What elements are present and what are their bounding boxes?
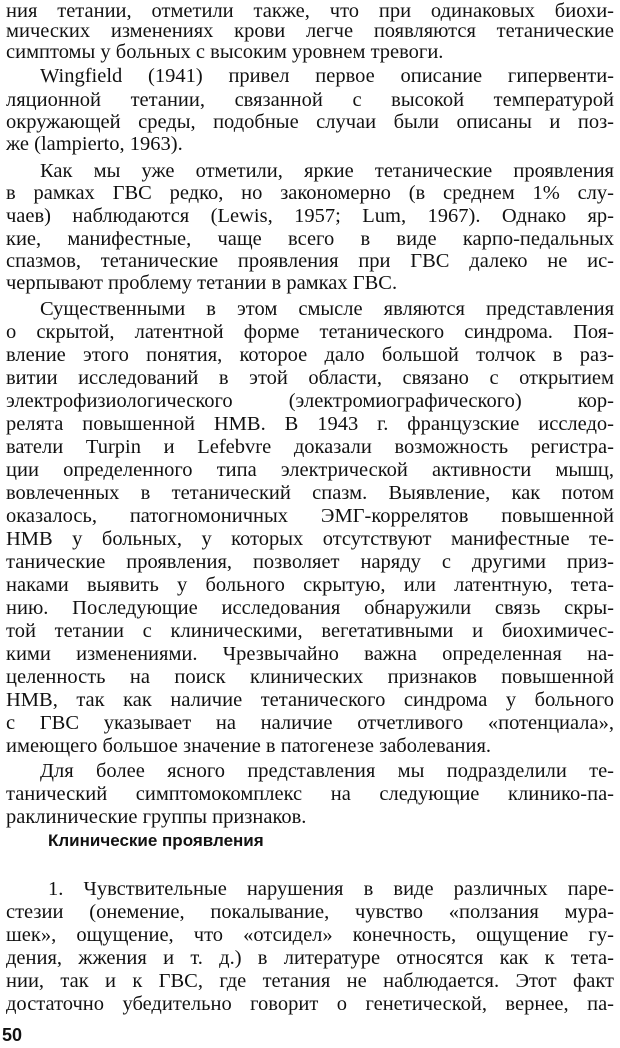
- text-line: той тетании с клиническими, вегетативными и биохимичес-: [6, 620, 614, 642]
- text-line: шек», ощущение, что «отсидел» конечность, ощущение гу-: [6, 924, 614, 946]
- text-line: в рамках ГВС редко, но закономерно (в среднем 1% слу-: [6, 182, 614, 204]
- text-line: НМВ у больных, у которых отсутствуют манифестные те-: [6, 528, 614, 550]
- text-line: электрофизиологического (электромиографического) кор-: [6, 390, 614, 412]
- text-line: дения, жжения и т. д.) в литературе относятся как к тета-: [6, 947, 614, 969]
- text-line: 1. Чувствительные нарушения в виде различных паре-: [48, 878, 614, 900]
- text-line: с ГВС указывает на наличие отчетливого «потенциала»,: [6, 712, 614, 734]
- text-line: мических изменениях крови легче появляются тетанические: [6, 20, 614, 42]
- text-line: нии, так и к ГВС, где тетания не наблюдается. Этот факт: [6, 970, 614, 992]
- text-line: спазмов, тетанические проявления при ГВС далеко не ис-: [6, 250, 614, 272]
- text-line: оказалось, патогномоничных ЭМГ-коррелятов повышенной: [6, 505, 614, 527]
- text-line: раклинические группы признаков.: [6, 806, 307, 828]
- text-line: кие, манифестные, чаще всего в виде карпо-педальных: [6, 228, 614, 250]
- text-line: ляционной тетании, связанной с высокой температурой: [6, 89, 614, 111]
- text-line: ния тетании, отметили также, что при одинаковых биохи-: [6, 0, 614, 22]
- text-line: Для более ясного представления мы подразделили те-: [40, 760, 614, 782]
- text-line: релята повышенной НМВ. В 1943 г. французские исследо-: [6, 413, 614, 435]
- text-line: симптомы у больных с высоким уровнем тревоги.: [6, 41, 444, 63]
- text-line: НМВ, так как наличие тетанического синдрома у больного: [6, 689, 614, 711]
- text-line: вление этого понятия, которое дало большой толчок в раз-: [6, 344, 614, 366]
- text-line: витии исследований в этой области, связано с открытием: [6, 367, 614, 389]
- text-line: вовлеченных в тетанический спазм. Выявление, как потом: [6, 482, 614, 504]
- text-line: нию. Последующие исследования обнаружили связь скры-: [6, 597, 614, 619]
- text-line: ции определенного типа электрической активности мышц,: [6, 459, 614, 481]
- text-line: окружающей среды, подобные случаи были описаны и поз-: [6, 111, 614, 133]
- text-line: стезии (онемение, покалывание, чувство «ползания мура-: [6, 901, 614, 923]
- text-line: достаточно убедительно говорит о генетической, вернее, па-: [6, 993, 614, 1015]
- text-line: танический симптомокомплекс на следующие клинико-па-: [6, 783, 614, 805]
- text-line: Wingfield (1941) привел первое описание гипервенти-: [40, 65, 614, 87]
- text-line: целенность на поиск клинических признаков повышенной: [6, 666, 614, 688]
- text-line: наками выявить у больного скрытую, или латентную, тета-: [6, 574, 614, 596]
- text-line: Существенными в этом смысле являются представления: [40, 298, 614, 320]
- text-line: ватели Turpin и Lefebvre доказали возможность регистра-: [6, 436, 614, 458]
- text-line: имеющего большое значение в патогенезе заболевания.: [6, 735, 492, 757]
- text-line: черпывают проблему тетании в рамках ГВС.: [6, 272, 398, 294]
- page-number: 50: [2, 1025, 23, 1045]
- text-line: чаев) наблюдаются (Lewis, 1957; Lum, 1967). Однако яр-: [6, 205, 614, 227]
- text-line: же (lampierto, 1963).: [6, 133, 183, 155]
- text-line: о скрытой, латентной форме тетанического синдрома. Поя-: [6, 321, 614, 343]
- text-line: кими изменениями. Чрезвычайно важна определенная на-: [6, 643, 614, 665]
- text-line: танические проявления, позволяет наряду с другими приз-: [6, 551, 614, 573]
- section-heading: Клинические проявления: [48, 831, 264, 850]
- text-line: Как мы уже отметили, яркие тетанические проявления: [40, 160, 614, 182]
